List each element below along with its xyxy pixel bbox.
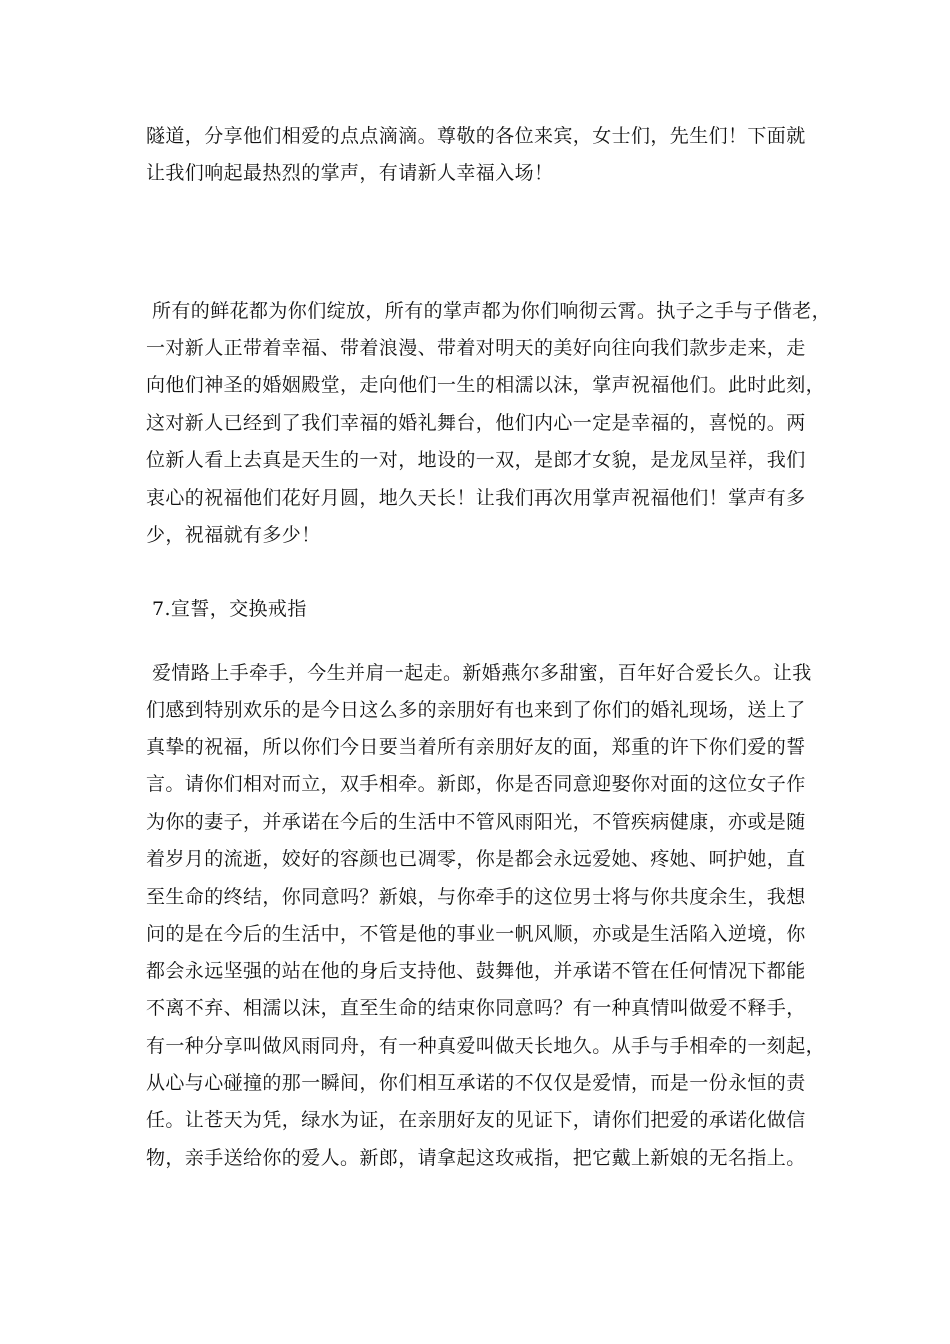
paragraph-line: 问的是在今后的生活中，不管是他的事业一帆风顺，亦或是生活陷入逆境，你 [146, 923, 806, 945]
paragraph-line: 们感到特别欢乐的是今日这么多的亲朋好有也来到了你们的婚礼现场，送上了 [146, 699, 806, 721]
paragraph-line: 有一种分享叫做风雨同舟，有一种真爱叫做天长地久。从手与手相牵的一刻起， [146, 1035, 826, 1057]
paragraph-line: 不离不弃、相濡以沫，直至生命的结束你同意吗？有一种真情叫做爱不释手， [146, 997, 806, 1019]
paragraph-line: 物，亲手送给你的爱人。新郎，请拿起这玫戒指，把它戴上新娘的无名指上。 [146, 1147, 806, 1169]
paragraph-line: 任。让苍天为凭，绿水为证，在亲朋好友的见证下，请你们把爱的承诺化做信 [146, 1109, 806, 1131]
paragraph-line: 从心与心碰撞的那一瞬间，你们相互承诺的不仅仅是爱情，而是一份永恒的责 [146, 1072, 806, 1094]
paragraph-line: 爱情路上手牵手，今生并肩一起走。新婚燕尔多甜蜜，百年好合爱长久。让我 [152, 662, 812, 684]
paragraph-line: 向他们神圣的婚姻殿堂，走向他们一生的相濡以沫，掌声祝福他们。此时此刻， [146, 374, 826, 396]
paragraph-line: 一对新人正带着幸福、带着浪漫、带着对明天的美好向往向我们款步走来，走 [146, 337, 806, 359]
paragraph-line: 都会永远坚强的站在他的身后支持他、鼓舞他，并承诺不管在任何情况下都能 [146, 960, 806, 982]
paragraph-line: 为你的妻子，并承诺在今后的生活中不管风雨阳光，不管疾病健康，亦或是随 [146, 811, 806, 833]
paragraph-line: 言。请你们相对而立，双手相牵。新郎，你是否同意迎娶你对面的这位女子作 [146, 773, 806, 795]
paragraph-line: 这对新人已经到了我们幸福的婚礼舞台，他们内心一定是幸福的，喜悦的。两 [146, 412, 806, 434]
paragraph-line: 至生命的终结，你同意吗？新娘，与你牵手的这位男士将与你共度余生，我想 [146, 886, 806, 908]
paragraph-line: 衷心的祝福他们花好月圆，地久天长！让我们再次用掌声祝福他们！掌声有多 [146, 487, 806, 509]
paragraph-line: 着岁月的流逝，姣好的容颜也已凋零，你是都会永远爱她、疼她、呵护她，直 [146, 848, 806, 870]
paragraph-line: 位新人看上去真是天生的一对，地设的一双，是郎才女貌，是龙凤呈祥，我们 [146, 449, 806, 471]
paragraph-line: 隧道，分享他们相爱的点点滴滴。尊敬的各位来宾，女士们，先生们！下面就 [146, 125, 806, 147]
paragraph-line: 所有的鲜花都为你们绽放，所有的掌声都为你们响彻云霄。执子之手与子偕老， [152, 300, 832, 322]
section-heading: 7.宣誓，交换戒指 [152, 598, 307, 620]
paragraph-line: 真挚的祝福，所以你们今日要当着所有亲朋好友的面，郑重的许下你们爱的誓 [146, 736, 806, 758]
paragraph-line: 让我们响起最热烈的掌声，有请新人幸福入场！ [146, 162, 554, 184]
paragraph-line: 少，祝福就有多少！ [146, 524, 321, 546]
